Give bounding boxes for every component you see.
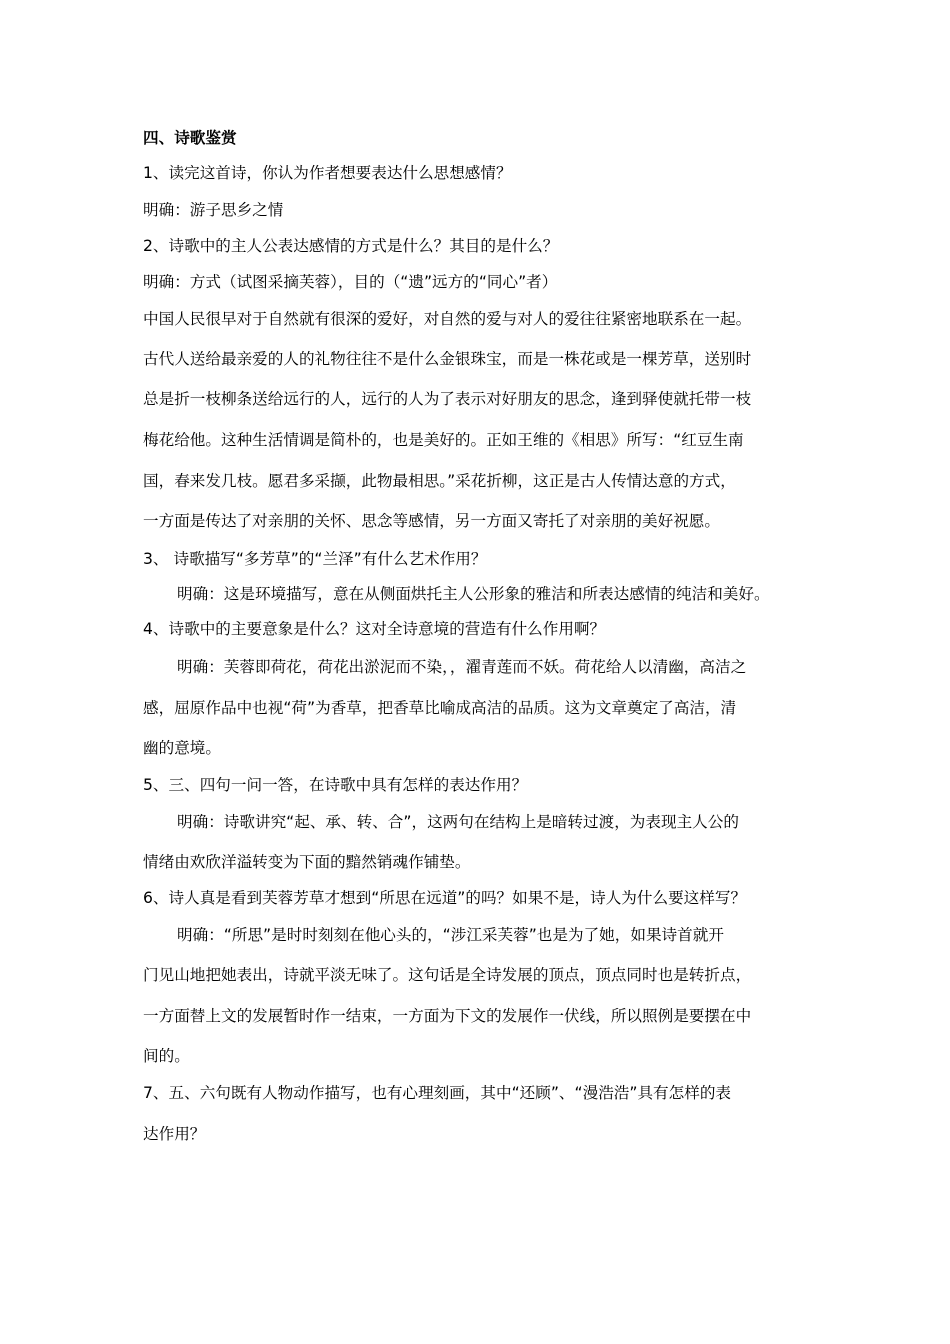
paragraph-line: 总是折一枝柳条送给远行的人，远行的人为了表示对好朋友的思念，逢到驿使就托带一枝 [143,390,752,408]
answer-4-line: 幽的意境。 [143,739,221,757]
section-heading: 四、诗歌鉴赏 [143,129,237,147]
answer-5-line: 明确：诗歌讲究“起、承、转、合”，这两句在结构上是暗转过渡，为表现主人公的 [177,813,739,831]
question-3: 3、 诗歌描写“多芳草”的“兰泽”有什么艺术作用？ [143,550,487,568]
question-5: 5、三、四句一问一答，在诗歌中具有怎样的表达作用？ [143,776,528,794]
answer-4-line: 明确：芙蓉即荷花，荷花出淤泥而不染，，濯青莲而不妖。荷花给人以清幽，高洁之 [177,658,747,676]
paragraph-line: 梅花给他。这种生活情调是简朴的，也是美好的。正如王维的《相思》所写：“红豆生南 [143,431,744,449]
answer-4-line: 感，屈原作品中也视“荷”为香草，把香草比喻成高洁的品质。这为文章奠定了高洁，清 [143,699,737,717]
answer-6-line: 明确：“所思”是时时刻刻在他心头的，“涉江采芙蓉”也是为了她，如果诗首就开 [177,926,724,944]
answer-1: 明确：游子思乡之情 [143,201,284,219]
answer-5-line: 情绪由欢欣洋溢转变为下面的黯然销魂作铺垫。 [143,853,471,871]
answer-6-line: 门见山地把她表出，诗就平淡无味了。这句话是全诗发展的顶点，顶点同时也是转折点， [143,966,752,984]
answer-3: 明确：这是环境描写，意在从侧面烘托主人公形象的雅洁和所表达感情的纯洁和美好。 [177,585,770,603]
answer-6-line: 间的。 [143,1047,190,1065]
question-4: 4、诗歌中的主要意象是什么？这对全诗意境的营造有什么作用啊？ [143,620,606,638]
question-7-line: 7、五、六句既有人物动作描写，也有心理刻画，其中“还顾”、“漫浩浩”具有怎样的表 [143,1084,732,1102]
question-2: 2、诗歌中的主人公表达感情的方式是什么？其目的是什么？ [143,237,559,255]
paragraph-line: 国，春来发几枝。愿君多采撷，此物最相思。”采花折柳，这正是古人传情达意的方式， [143,472,736,490]
paragraph-line: 一方面是传达了对亲朋的关怀、思念等感情，另一方面又寄托了对亲朋的美好祝愿。 [143,512,720,530]
question-7-line: 达作用？ [143,1125,206,1143]
answer-2: 明确：方式（试图采摘芙蓉），目的（“遗”远方的“同心”者） [143,273,558,291]
paragraph-line: 古代人送给最亲爱的人的礼物往往不是什么金银珠宝，而是一株花或是一棵芳草，送别时 [143,350,752,368]
question-1: 1、读完这首诗，你认为作者想要表达什么思想感情？ [143,164,512,182]
answer-6-line: 一方面替上文的发展暂时作一结束，一方面为下文的发展作一伏线，所以照例是要摆在中 [143,1007,752,1025]
paragraph-line: 中国人民很早对于自然就有很深的爱好，对自然的爱与对人的爱往往紧密地联系在一起。 [143,310,752,328]
question-6: 6、诗人真是看到芙蓉芳草才想到“所思在远道”的吗？如果不是，诗人为什么要这样写？ [143,889,747,907]
